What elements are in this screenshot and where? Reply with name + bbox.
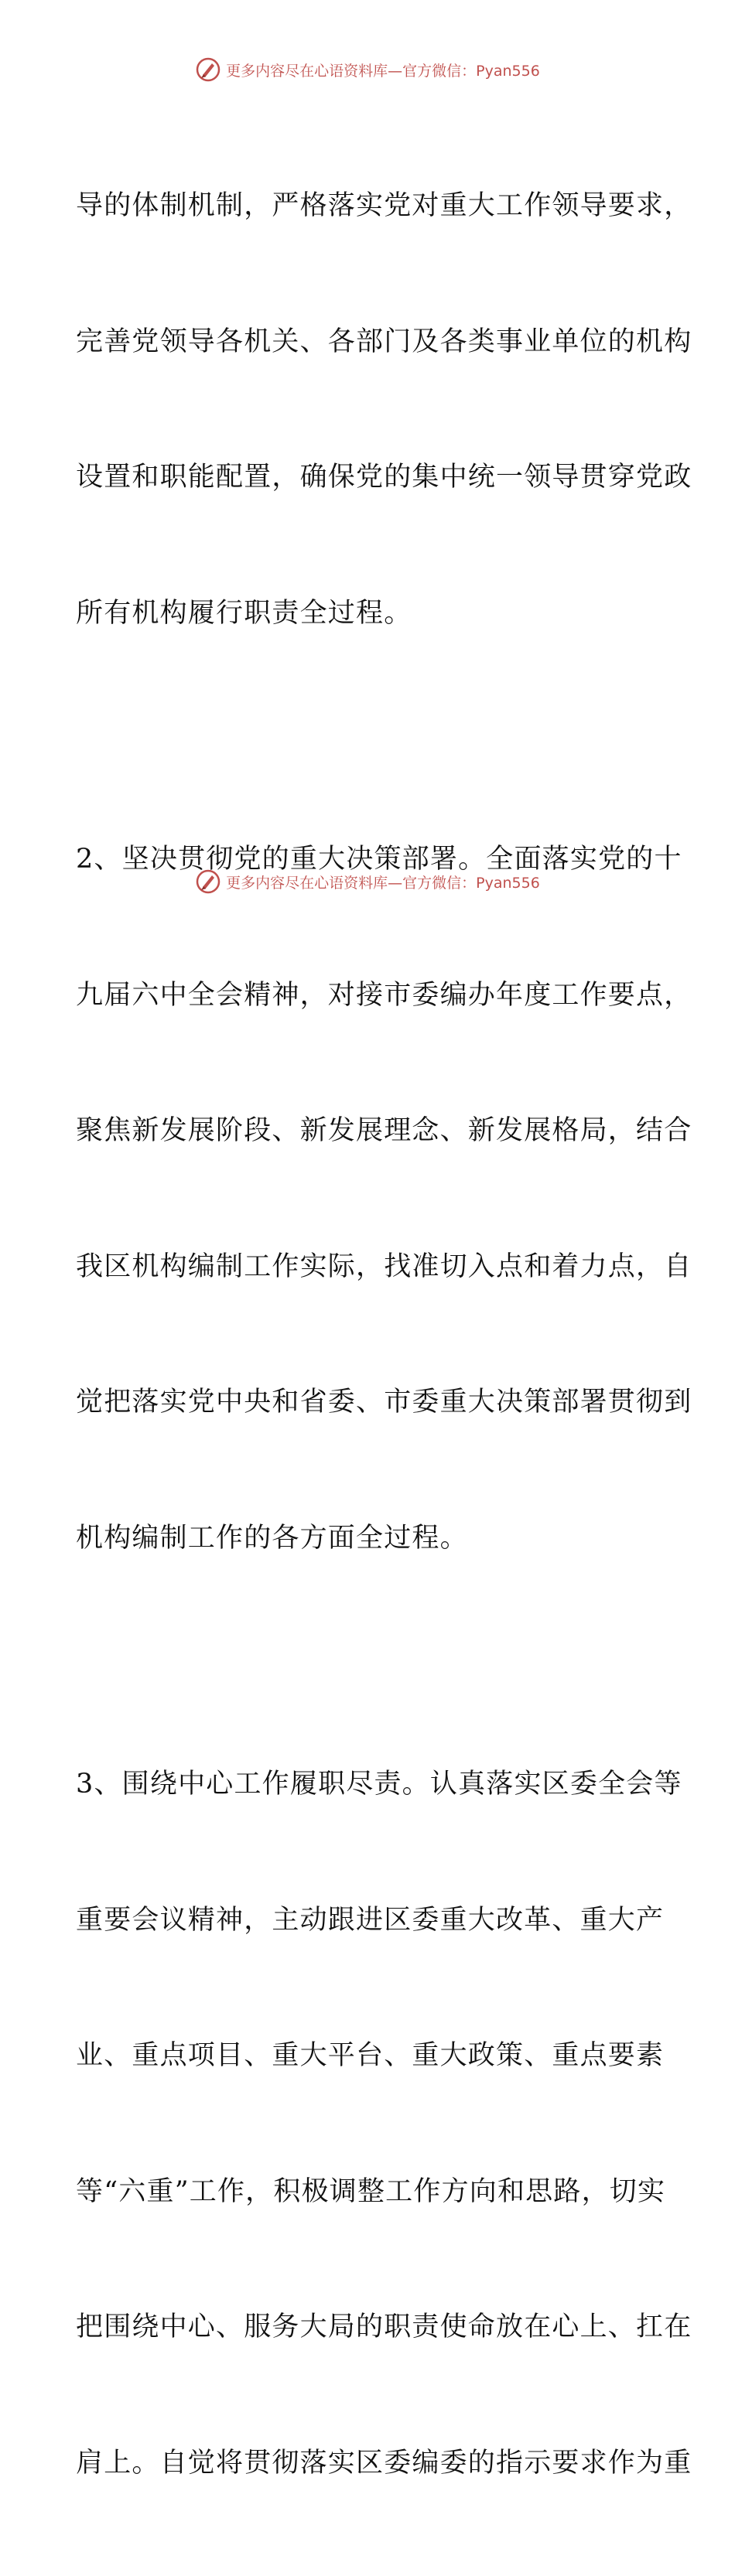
text-line: 重要会议精神，主动跟进区委重大改革、重大产 [76, 1904, 665, 1936]
footer-banner [0, 866, 735, 897]
quill-pen-logo-icon [195, 56, 221, 83]
header-banner [0, 54, 735, 85]
quill-pen-logo-icon [195, 868, 221, 895]
paragraph-3 [76, 1671, 692, 2576]
text-line: 设置和职能配置，确保党的集中统一领导贯穿党政 [76, 462, 692, 493]
text-line: 等“六重”工作，积极调整工作方向和思路，切实 [76, 2175, 666, 2207]
text-line: 机构编制工作的各方面全过程。 [76, 1522, 468, 1554]
text-line: 所有机构履行职责全过程。 [76, 597, 412, 629]
text-line: 把围绕中心、服务大局的职责使命放在心上、扛在 [76, 2312, 692, 2342]
text-line: 觉把落实党中央和省委、市委重大决策部署贯彻到 [76, 1387, 692, 1418]
text-line: 2、坚决贯彻党的重大决策部署。全面落实党的十 [76, 844, 682, 875]
banner-text: 更多内容尽在心语资料库—官方微信：Pyan556 [226, 874, 540, 892]
document-body [76, 93, 692, 2576]
text-line: 3、围绕中心工作履职尽责。认真落实区委全会等 [76, 1769, 682, 1800]
banner-text: 更多内容尽在心语资料库—官方微信：Pyan556 [226, 62, 540, 80]
text-line: 肩上。自觉将贯彻落实区委编委的指示要求作为重 [76, 2447, 692, 2479]
text-line: 业、重点项目、重大平台、重大政策、重点要素 [76, 2040, 665, 2071]
text-line: 聚焦新发展阶段、新发展理念、新发展格局，结合 [76, 1115, 692, 1146]
text-line: 我区机构编制工作实际，找准切入点和着力点，自 [76, 1250, 692, 1282]
text-line: 完善党领导各机关、各部门及各类事业单位的机构 [76, 326, 692, 357]
paragraph-1 [76, 93, 692, 726]
text-line: 导的体制机制，严格落实党对重大工作领导要求， [76, 190, 692, 221]
text-line: 九届六中全会精神，对接市委编办年度工作要点， [76, 979, 692, 1011]
